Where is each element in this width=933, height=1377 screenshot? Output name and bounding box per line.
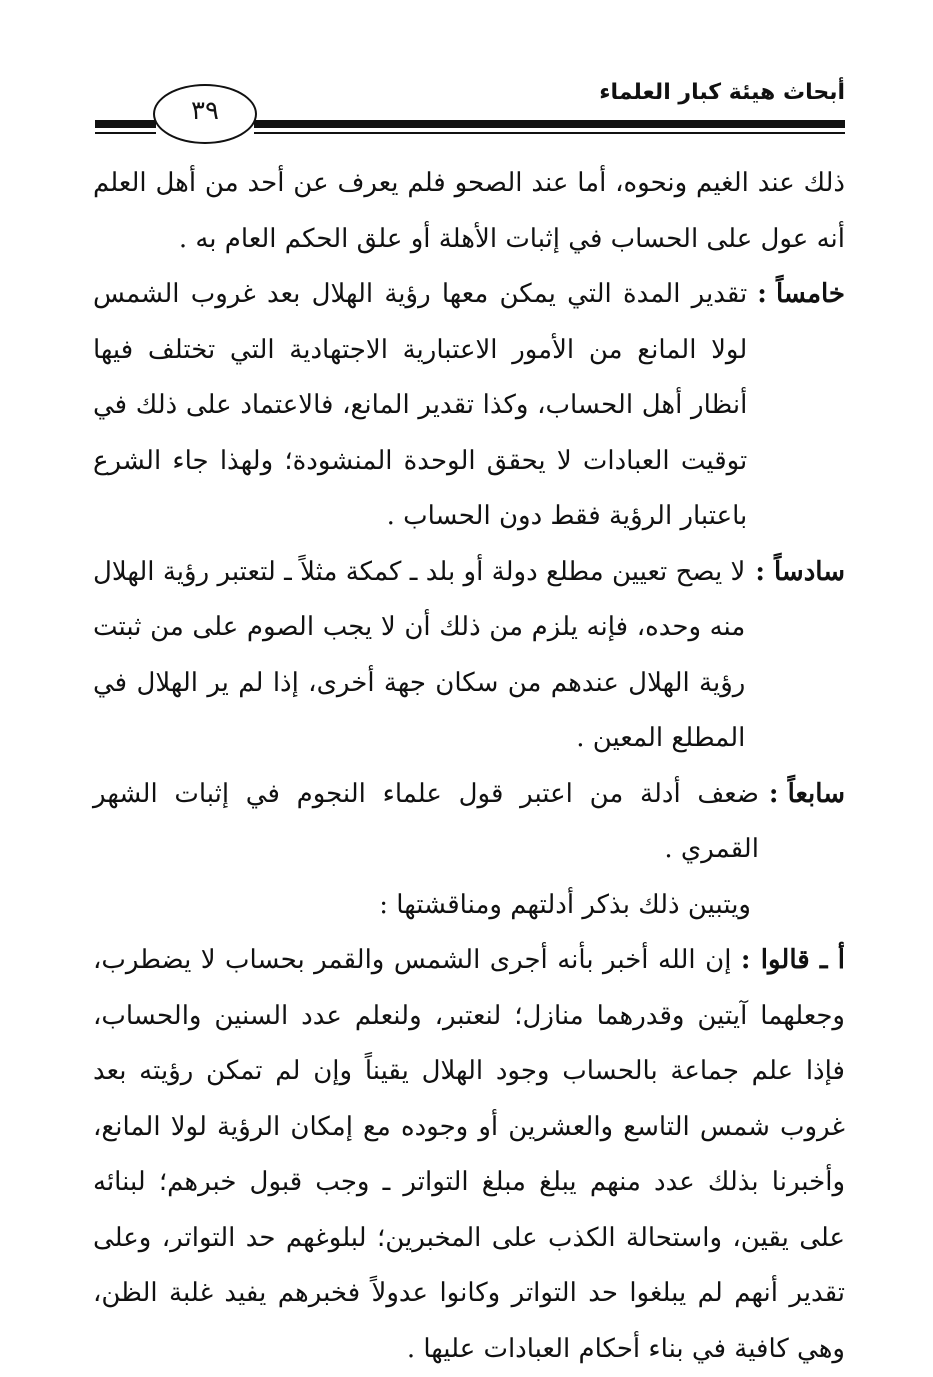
item-text: لا يصح تعيين مطلع دولة أو بلد ـ كمكة مثلاً ـ لتعتبر رؤية الهلال منه وحده، فإنه يلزم من ذلك أن لا يجب الصوم على من ثبتت رؤية الهلال عندهم من سكان جهة أخرى، إذا لم ير الهلال في المطلع المعين . — [93, 556, 746, 753]
item-label: خامساً : — [757, 279, 845, 309]
list-item-seventh — [93, 767, 845, 878]
running-header-title: أبحاث هيئة كبار العلماء — [599, 80, 845, 105]
item-text: تقدير المدة التي يمكن معها رؤية الهلال بعد غروب الشمس لولا المانع من الأمور الاعتبارية الاجتهادية التي تختلف فيها أنظار أهل الحساب، وكذا تقدير المانع، فالاعتماد على ذلك في توقيت العبادات لا يحقق الوحدة المنشودة؛ ولهذا جاء الشرع باعتبار الرؤية فقط دون الحساب . — [93, 279, 748, 531]
item-label: سابعاً : — [768, 778, 845, 809]
page-number-oval — [153, 84, 257, 144]
item-label: سادساً : — [755, 556, 845, 587]
argument-paragraph — [93, 933, 845, 1377]
page-number: ٣٩ — [191, 96, 219, 126]
page-body — [93, 156, 845, 1377]
argument-label: أ ـ قالوا : — [740, 945, 845, 975]
item-text: ضعف أدلة من اعتبر قول علماء النجوم في إثبات الشهر القمري . — [93, 778, 759, 864]
list-item-fifth — [93, 267, 845, 545]
intro-paragraph: ذلك عند الغيم ونحوه، أما عند الصحو فلم يعرف عن أحد من أهل العلم أنه عول على الحساب في إثبات الأهلة أو علق الحكم العام به . — [93, 168, 845, 254]
list-item-sixth — [93, 545, 845, 767]
argument-text: إن الله أخبر بأنه أجرى الشمس والقمر بحساب لا يضطرب، وجعلهما آيتين وقدرهما منازل؛ لنعتبر، ولنعلم عدد السنين والحساب، فإذا علم جماعة بالحساب وجود الهلال يقيناً وإن لم تمكن رؤيته بعد غروب شمس التاسع والعشرين أو وجوده مع إمكان الرؤية لولا المانع، وأخبرنا بذلك عدد منهم يبلغ مبلغ التواتر ـ وجب قبول خبرهم؛ لبنائه على يقين، واستحالة الكذب على المخبرين؛ لبلوغهم حد التواتر، وعلى تقدير أنهم لم يبلغوا حد التواتر وكانوا عدولاً فخبرهم يفيد غلبة الظن، وهي كافية في بناء أحكام العبادات عليها . — [93, 945, 845, 1364]
follow-up-paragraph: ويتبين ذلك بذكر أدلتهم ومناقشتها : — [379, 889, 751, 920]
